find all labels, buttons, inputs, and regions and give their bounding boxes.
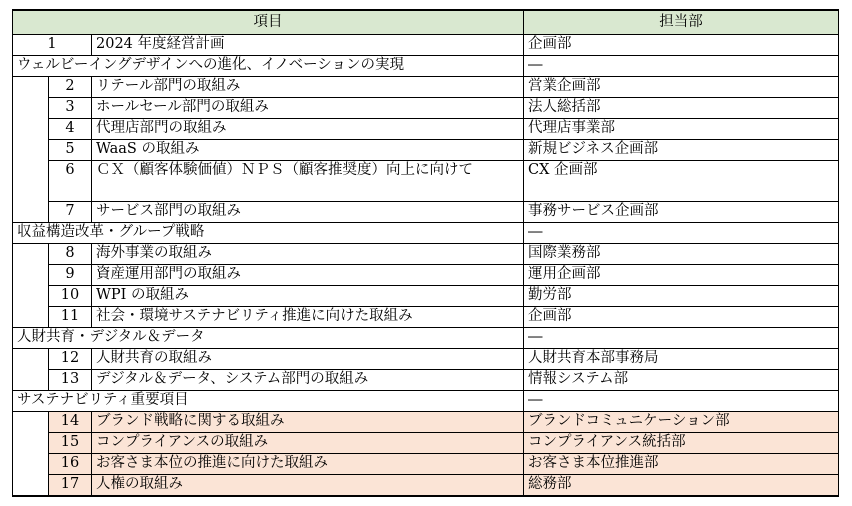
header-item: 項目 [13,10,524,35]
section-row [13,328,839,349]
row-dept: ― [524,223,839,244]
row-dept: ブランドコミュニケーション部 [524,412,839,433]
row-dept: ― [524,328,839,349]
row-title: WPI の取組み [92,286,524,307]
row-title: 2024 年度経営計画 [92,35,524,56]
indent-cell [13,202,49,223]
row-dept: 営業企画部 [524,77,839,98]
table-row [13,140,839,161]
header-row [13,10,839,35]
row-number: 11 [49,307,92,328]
row-title: お客さま本位の推進に向けた取組み [92,454,524,475]
table-row [13,77,839,98]
table-row [13,161,839,202]
row-title: 海外事業の取組み [92,244,524,265]
row-title: ＣＸ（顧客体験価値）ＮＰＳ（顧客推奨度）向上に向けて [92,161,524,202]
row-number: 15 [49,433,92,454]
indent-cell [13,77,49,98]
indent-cell [13,161,49,202]
row-dept: 企画部 [524,35,839,56]
row-title: コンプライアンスの取組み [92,433,524,454]
indent-cell [13,265,49,286]
row-title: 人財共育の取組み [92,349,524,370]
row-dept: 勤労部 [524,286,839,307]
table-row [13,370,839,391]
row-dept: 人財共育本部事務局 [524,349,839,370]
table-body [13,35,839,497]
row-number: 8 [49,244,92,265]
table-row [13,244,839,265]
indent-cell [13,307,49,328]
indent-cell [13,286,49,307]
indent-cell [13,98,49,119]
row-number: 1 [13,35,92,56]
table-row [13,349,839,370]
row-number: 17 [49,475,92,497]
indent-cell [13,244,49,265]
row-number: 10 [49,286,92,307]
row-number: 4 [49,119,92,140]
row-title: 資産運用部門の取組み [92,265,524,286]
row-dept: ― [524,56,839,77]
indent-cell [13,140,49,161]
row-dept: コンプライアンス統括部 [524,433,839,454]
section-row [13,391,839,412]
section-row [13,223,839,244]
row-dept: 運用企画部 [524,265,839,286]
table-row [13,98,839,119]
section-row [13,56,839,77]
row-dept: 新規ビジネス企画部 [524,140,839,161]
row-number: 16 [49,454,92,475]
row-dept: 事務サービス企画部 [524,202,839,223]
row-number: 3 [49,98,92,119]
row-number: 7 [49,202,92,223]
row-number: 12 [49,349,92,370]
row-number: 13 [49,370,92,391]
row-number: 9 [49,265,92,286]
section-title: ウェルビーイングデザインへの進化、イノベーションの実現 [13,56,524,77]
table-row [13,412,839,433]
indent-cell [13,454,49,475]
row-dept: 国際業務部 [524,244,839,265]
row-title: 人権の取組み [92,475,524,497]
row-dept: 総務部 [524,475,839,497]
table-row [13,286,839,307]
section-title: 収益構造改革・グループ戦略 [13,223,524,244]
table-row [13,265,839,286]
indent-cell [13,370,49,391]
section-title: サステナビリティ重要項目 [13,391,524,412]
row-dept: お客さま本位推進部 [524,454,839,475]
indent-cell [13,349,49,370]
section-title: 人財共育・デジタル＆データ [13,328,524,349]
row-title: サービス部門の取組み [92,202,524,223]
table-row [13,475,839,497]
row-dept: 代理店事業部 [524,119,839,140]
row-number: 5 [49,140,92,161]
table-row [13,454,839,475]
header-dept: 担当部 [524,10,839,35]
row-title: 社会・環境サステナビリティ推進に向けた取組み [92,307,524,328]
row-title: ブランド戦略に関する取組み [92,412,524,433]
table-row [13,433,839,454]
indent-cell [13,433,49,454]
indent-cell [13,475,49,497]
indent-cell [13,412,49,433]
row-title: WaaS の取組み [92,140,524,161]
row-title: 代理店部門の取組み [92,119,524,140]
table-row [13,119,839,140]
row-title: ホールセール部門の取組み [92,98,524,119]
row-dept: 法人総括部 [524,98,839,119]
row-number: 2 [49,77,92,98]
row-title: リテール部門の取組み [92,77,524,98]
table-row [13,35,839,56]
row-title: デジタル＆データ、システム部門の取組み [92,370,524,391]
row-dept: ― [524,391,839,412]
row-dept: 企画部 [524,307,839,328]
row-number: 6 [49,161,92,202]
row-dept: 情報システム部 [524,370,839,391]
row-number: 14 [49,412,92,433]
table-row [13,307,839,328]
indent-cell [13,119,49,140]
table-row [13,202,839,223]
plan-table [12,9,839,497]
row-dept: CX 企画部 [524,161,839,202]
